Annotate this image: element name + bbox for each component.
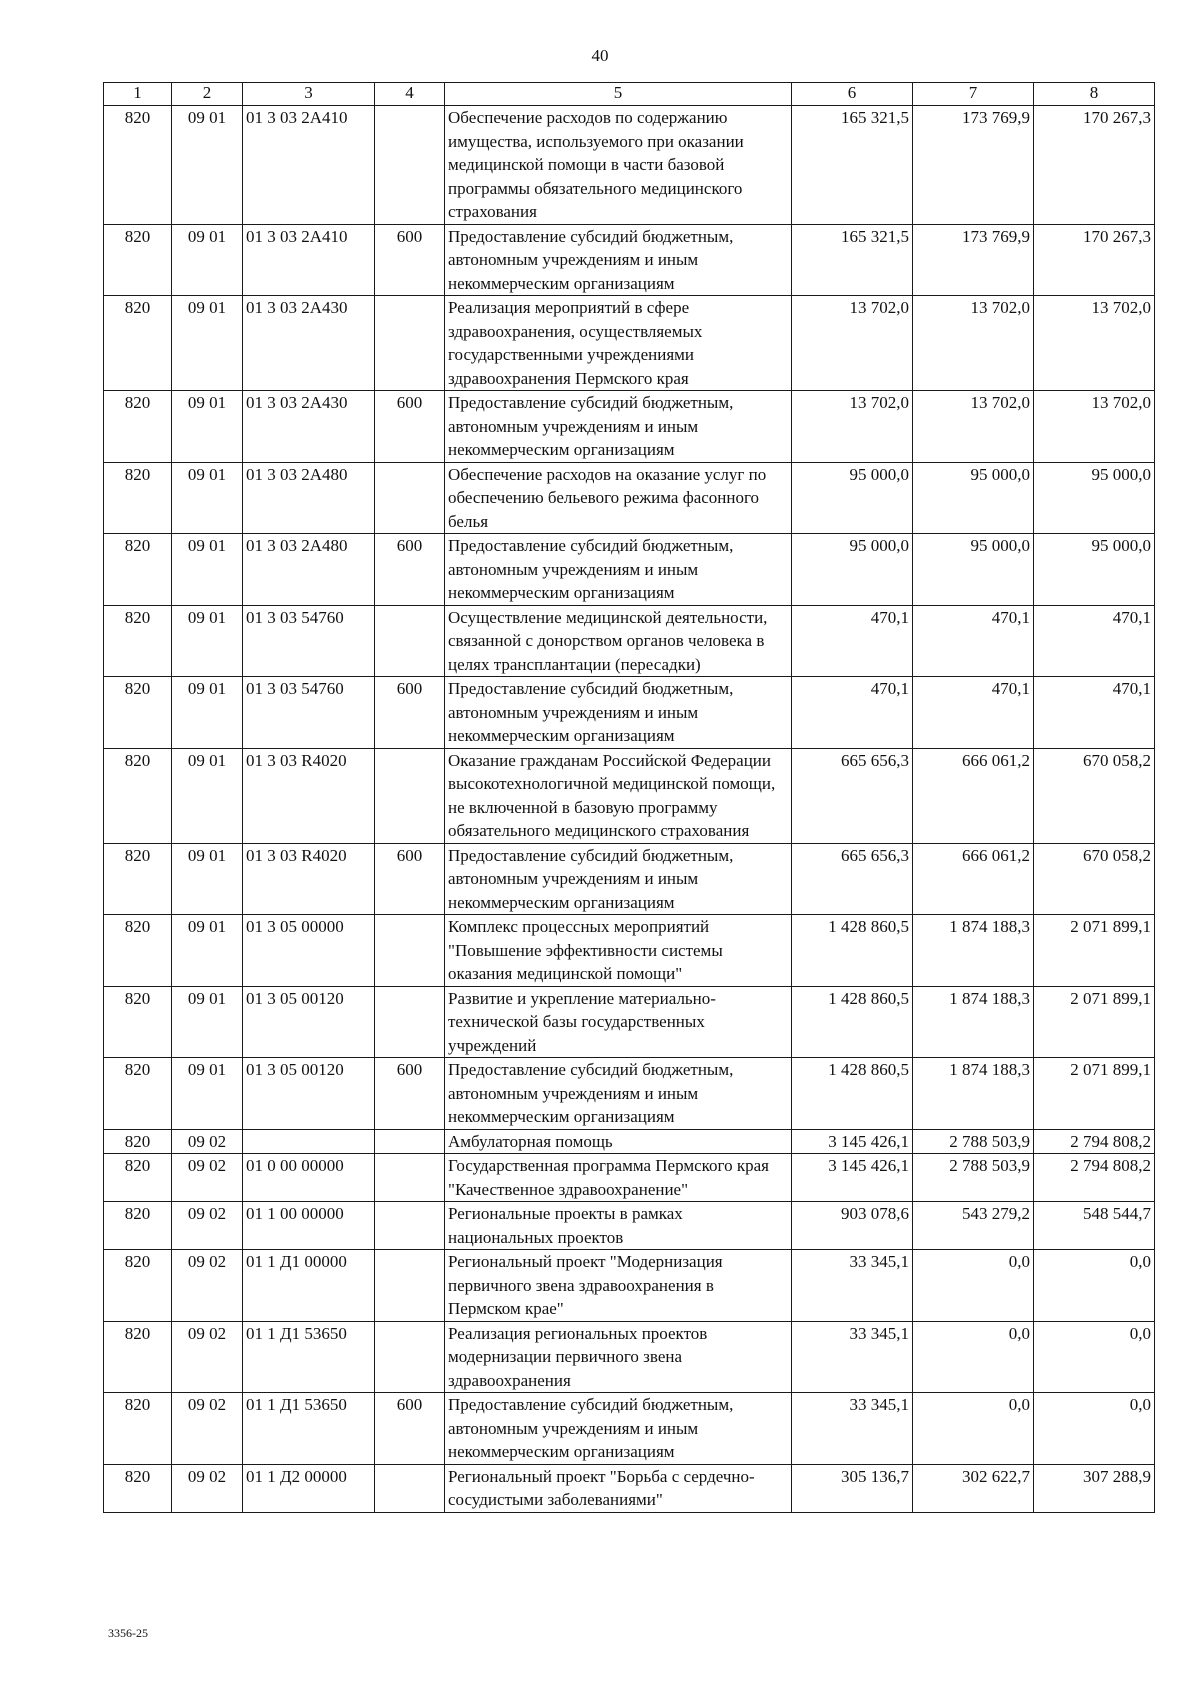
target-article-code-cell: 01 1 Д1 53650 [243, 1321, 375, 1393]
amount-year3-cell: 470,1 [1034, 605, 1155, 677]
ministry-code-cell: 820 [104, 1250, 172, 1322]
budget-table [103, 82, 1155, 1513]
table-row [104, 1129, 1155, 1154]
amount-year2-cell: 470,1 [913, 605, 1034, 677]
amount-year1-cell: 3 145 426,1 [792, 1154, 913, 1202]
section-code-cell: 09 01 [172, 915, 243, 987]
section-code-cell: 09 01 [172, 106, 243, 225]
target-article-code-cell: 01 3 05 00120 [243, 1058, 375, 1130]
description-cell: Государственная программа Пермского края "Качественное здравоохранение" [445, 1154, 792, 1202]
amount-year2-cell: 0,0 [913, 1321, 1034, 1393]
description-cell: Реализация мероприятий в сфере здравоохранения, осуществляемых государственными учреждениями здравоохранения Пермского края [445, 296, 792, 391]
expense-type-code-cell: 600 [375, 1393, 445, 1465]
amount-year1-cell: 13 702,0 [792, 391, 913, 463]
column-header: 5 [445, 83, 792, 106]
column-header: 3 [243, 83, 375, 106]
section-code-cell: 09 01 [172, 1058, 243, 1130]
amount-year1-cell: 470,1 [792, 677, 913, 749]
amount-year1-cell: 165 321,5 [792, 224, 913, 296]
description-cell: Оказание гражданам Российской Федерации высокотехнологичной медицинской помощи, не включенной в базовую программу обязательного медицинского страхования [445, 748, 792, 843]
amount-year2-cell: 95 000,0 [913, 534, 1034, 606]
target-article-code-cell: 01 3 03 2А480 [243, 462, 375, 534]
ministry-code-cell: 820 [104, 296, 172, 391]
ministry-code-cell: 820 [104, 391, 172, 463]
ministry-code-cell: 820 [104, 986, 172, 1058]
section-code-cell: 09 02 [172, 1250, 243, 1322]
section-code-cell: 09 02 [172, 1321, 243, 1393]
amount-year2-cell: 470,1 [913, 677, 1034, 749]
amount-year3-cell: 95 000,0 [1034, 534, 1155, 606]
ministry-code-cell: 820 [104, 1321, 172, 1393]
section-code-cell: 09 01 [172, 462, 243, 534]
ministry-code-cell: 820 [104, 605, 172, 677]
section-code-cell: 09 01 [172, 224, 243, 296]
table-row [104, 1154, 1155, 1202]
target-article-code-cell: 01 3 03 R4020 [243, 843, 375, 915]
amount-year3-cell: 0,0 [1034, 1393, 1155, 1465]
ministry-code-cell: 820 [104, 1464, 172, 1512]
amount-year1-cell: 33 345,1 [792, 1393, 913, 1465]
ministry-code-cell: 820 [104, 1393, 172, 1465]
amount-year3-cell: 95 000,0 [1034, 462, 1155, 534]
amount-year3-cell: 2 071 899,1 [1034, 915, 1155, 987]
amount-year2-cell: 302 622,7 [913, 1464, 1034, 1512]
table-row [104, 1393, 1155, 1465]
expense-type-code-cell: 600 [375, 224, 445, 296]
section-code-cell: 09 02 [172, 1464, 243, 1512]
header-row [104, 83, 1155, 106]
table-row [104, 986, 1155, 1058]
target-article-code-cell: 01 3 03 2А430 [243, 391, 375, 463]
expense-type-code-cell [375, 1250, 445, 1322]
ministry-code-cell: 820 [104, 677, 172, 749]
description-cell: Региональные проекты в рамках национальных проектов [445, 1202, 792, 1250]
expense-type-code-cell [375, 1154, 445, 1202]
amount-year1-cell: 95 000,0 [792, 462, 913, 534]
table-body [104, 106, 1155, 1513]
amount-year1-cell: 165 321,5 [792, 106, 913, 225]
ministry-code-cell: 820 [104, 915, 172, 987]
description-cell: Обеспечение расходов на оказание услуг по обеспечению бельевого режима фасонного белья [445, 462, 792, 534]
amount-year1-cell: 1 428 860,5 [792, 915, 913, 987]
ministry-code-cell: 820 [104, 462, 172, 534]
target-article-code-cell: 01 3 05 00000 [243, 915, 375, 987]
expense-type-code-cell [375, 462, 445, 534]
amount-year3-cell: 0,0 [1034, 1250, 1155, 1322]
amount-year3-cell: 2 794 808,2 [1034, 1129, 1155, 1154]
target-article-code-cell [243, 1129, 375, 1154]
table-row [104, 748, 1155, 843]
description-cell: Осуществление медицинской деятельности, связанной с донорством органов человека в целях трансплантации (пересадки) [445, 605, 792, 677]
section-code-cell: 09 01 [172, 677, 243, 749]
amount-year3-cell: 170 267,3 [1034, 224, 1155, 296]
description-cell: Региональный проект "Борьба с сердечно-сосудистыми заболеваниями" [445, 1464, 792, 1512]
amount-year3-cell: 2 071 899,1 [1034, 986, 1155, 1058]
column-header: 8 [1034, 83, 1155, 106]
amount-year3-cell: 13 702,0 [1034, 296, 1155, 391]
column-header: 6 [792, 83, 913, 106]
amount-year1-cell: 665 656,3 [792, 843, 913, 915]
description-cell: Предоставление субсидий бюджетным, автономным учреждениям и иным некоммерческим организациям [445, 843, 792, 915]
table-row [104, 534, 1155, 606]
table-row [104, 605, 1155, 677]
amount-year2-cell: 543 279,2 [913, 1202, 1034, 1250]
amount-year2-cell: 13 702,0 [913, 391, 1034, 463]
amount-year3-cell: 670 058,2 [1034, 843, 1155, 915]
description-cell: Предоставление субсидий бюджетным, автономным учреждениям и иным некоммерческим организациям [445, 534, 792, 606]
amount-year2-cell: 666 061,2 [913, 748, 1034, 843]
section-code-cell: 09 01 [172, 296, 243, 391]
section-code-cell: 09 01 [172, 534, 243, 606]
amount-year1-cell: 470,1 [792, 605, 913, 677]
table-row [104, 677, 1155, 749]
amount-year2-cell: 0,0 [913, 1250, 1034, 1322]
amount-year2-cell: 173 769,9 [913, 224, 1034, 296]
table-row [104, 106, 1155, 225]
document-code: 3356-25 [108, 1626, 148, 1640]
expense-type-code-cell: 600 [375, 843, 445, 915]
table-row [104, 296, 1155, 391]
table-row [104, 1202, 1155, 1250]
description-cell: Обеспечение расходов по содержанию имущества, используемого при оказании медицинской помощи в части базовой программы обязательного медицинского страхования [445, 106, 792, 225]
expense-type-code-cell: 600 [375, 534, 445, 606]
section-code-cell: 09 01 [172, 748, 243, 843]
amount-year2-cell: 0,0 [913, 1393, 1034, 1465]
table-row [104, 915, 1155, 987]
table-row [104, 1321, 1155, 1393]
target-article-code-cell: 01 3 03 R4020 [243, 748, 375, 843]
amount-year2-cell: 2 788 503,9 [913, 1129, 1034, 1154]
amount-year3-cell: 307 288,9 [1034, 1464, 1155, 1512]
page-number: 40 [591, 46, 609, 65]
amount-year1-cell: 33 345,1 [792, 1250, 913, 1322]
amount-year2-cell: 2 788 503,9 [913, 1154, 1034, 1202]
amount-year3-cell: 0,0 [1034, 1321, 1155, 1393]
expense-type-code-cell [375, 296, 445, 391]
target-article-code-cell: 01 0 00 00000 [243, 1154, 375, 1202]
description-cell: Предоставление субсидий бюджетным, автономным учреждениям и иным некоммерческим организациям [445, 1393, 792, 1465]
column-header: 4 [375, 83, 445, 106]
section-code-cell: 09 01 [172, 391, 243, 463]
amount-year1-cell: 33 345,1 [792, 1321, 913, 1393]
table-row [104, 1250, 1155, 1322]
amount-year1-cell: 903 078,6 [792, 1202, 913, 1250]
expense-type-code-cell [375, 986, 445, 1058]
expense-type-code-cell [375, 915, 445, 987]
section-code-cell: 09 02 [172, 1202, 243, 1250]
target-article-code-cell: 01 1 Д1 53650 [243, 1393, 375, 1465]
description-cell: Развитие и укрепление материально-технической базы государственных учреждений [445, 986, 792, 1058]
description-cell: Предоставление субсидий бюджетным, автономным учреждениям и иным некоммерческим организациям [445, 391, 792, 463]
amount-year3-cell: 2 794 808,2 [1034, 1154, 1155, 1202]
target-article-code-cell: 01 3 03 2А410 [243, 224, 375, 296]
ministry-code-cell: 820 [104, 106, 172, 225]
expense-type-code-cell [375, 106, 445, 225]
target-article-code-cell: 01 3 03 54760 [243, 605, 375, 677]
description-cell: Региональный проект "Модернизация первичного звена здравоохранения в Пермском крае" [445, 1250, 792, 1322]
description-cell: Реализация региональных проектов модернизации первичного звена здравоохранения [445, 1321, 792, 1393]
table-row [104, 224, 1155, 296]
expense-type-code-cell: 600 [375, 1058, 445, 1130]
amount-year3-cell: 170 267,3 [1034, 106, 1155, 225]
amount-year2-cell: 1 874 188,3 [913, 1058, 1034, 1130]
description-cell: Амбулаторная помощь [445, 1129, 792, 1154]
expense-type-code-cell [375, 1321, 445, 1393]
ministry-code-cell: 820 [104, 748, 172, 843]
amount-year2-cell: 13 702,0 [913, 296, 1034, 391]
ministry-code-cell: 820 [104, 1202, 172, 1250]
ministry-code-cell: 820 [104, 224, 172, 296]
amount-year3-cell: 2 071 899,1 [1034, 1058, 1155, 1130]
description-cell: Предоставление субсидий бюджетным, автономным учреждениям и иным некоммерческим организациям [445, 224, 792, 296]
column-header: 7 [913, 83, 1034, 106]
target-article-code-cell: 01 3 03 2А430 [243, 296, 375, 391]
description-cell: Предоставление субсидий бюджетным, автономным учреждениям и иным некоммерческим организациям [445, 1058, 792, 1130]
amount-year1-cell: 305 136,7 [792, 1464, 913, 1512]
amount-year1-cell: 1 428 860,5 [792, 1058, 913, 1130]
section-code-cell: 09 02 [172, 1154, 243, 1202]
amount-year2-cell: 1 874 188,3 [913, 986, 1034, 1058]
amount-year1-cell: 95 000,0 [792, 534, 913, 606]
amount-year3-cell: 548 544,7 [1034, 1202, 1155, 1250]
section-code-cell: 09 01 [172, 605, 243, 677]
ministry-code-cell: 820 [104, 1154, 172, 1202]
description-cell: Предоставление субсидий бюджетным, автономным учреждениям и иным некоммерческим организациям [445, 677, 792, 749]
ministry-code-cell: 820 [104, 843, 172, 915]
ministry-code-cell: 820 [104, 534, 172, 606]
section-code-cell: 09 02 [172, 1393, 243, 1465]
table-row [104, 843, 1155, 915]
amount-year3-cell: 470,1 [1034, 677, 1155, 749]
target-article-code-cell: 01 3 03 54760 [243, 677, 375, 749]
ministry-code-cell: 820 [104, 1058, 172, 1130]
target-article-code-cell: 01 3 05 00120 [243, 986, 375, 1058]
section-code-cell: 09 01 [172, 843, 243, 915]
amount-year1-cell: 665 656,3 [792, 748, 913, 843]
amount-year1-cell: 3 145 426,1 [792, 1129, 913, 1154]
target-article-code-cell: 01 1 Д2 00000 [243, 1464, 375, 1512]
expense-type-code-cell: 600 [375, 391, 445, 463]
amount-year1-cell: 1 428 860,5 [792, 986, 913, 1058]
column-header: 2 [172, 83, 243, 106]
table-row [104, 1464, 1155, 1512]
amount-year2-cell: 173 769,9 [913, 106, 1034, 225]
column-header: 1 [104, 83, 172, 106]
table-row [104, 1058, 1155, 1130]
expense-type-code-cell [375, 1202, 445, 1250]
section-code-cell: 09 02 [172, 1129, 243, 1154]
target-article-code-cell: 01 3 03 2А410 [243, 106, 375, 225]
amount-year2-cell: 666 061,2 [913, 843, 1034, 915]
amount-year3-cell: 670 058,2 [1034, 748, 1155, 843]
ministry-code-cell: 820 [104, 1129, 172, 1154]
target-article-code-cell: 01 1 Д1 00000 [243, 1250, 375, 1322]
expense-type-code-cell [375, 1129, 445, 1154]
amount-year2-cell: 95 000,0 [913, 462, 1034, 534]
section-code-cell: 09 01 [172, 986, 243, 1058]
target-article-code-cell: 01 1 00 00000 [243, 1202, 375, 1250]
expense-type-code-cell [375, 1464, 445, 1512]
expense-type-code-cell: 600 [375, 677, 445, 749]
expense-type-code-cell [375, 748, 445, 843]
amount-year1-cell: 13 702,0 [792, 296, 913, 391]
table-row [104, 462, 1155, 534]
expense-type-code-cell [375, 605, 445, 677]
table-row [104, 391, 1155, 463]
description-cell: Комплекс процессных мероприятий "Повышение эффективности системы оказания медицинской помощи" [445, 915, 792, 987]
amount-year3-cell: 13 702,0 [1034, 391, 1155, 463]
target-article-code-cell: 01 3 03 2А480 [243, 534, 375, 606]
amount-year2-cell: 1 874 188,3 [913, 915, 1034, 987]
